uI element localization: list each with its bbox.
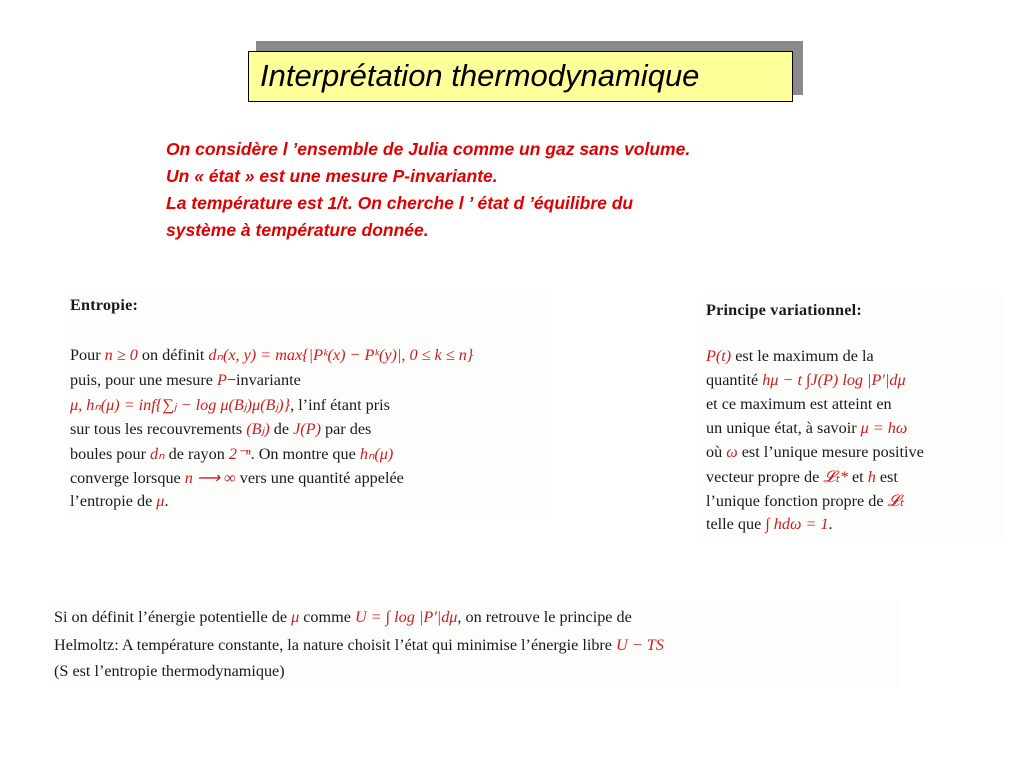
line-text: . <box>828 515 833 533</box>
principe-line <box>706 443 924 462</box>
line-math: h <box>867 468 876 486</box>
helmholtz-line <box>54 608 632 627</box>
line-math: 𝓛ₜ <box>887 492 905 510</box>
line-text: Pour <box>70 346 105 364</box>
line-math: n ⟶ ∞ <box>184 469 236 487</box>
line-math: dₙ <box>150 445 165 463</box>
line-math: J(P) <box>293 420 321 438</box>
line-math: μ = hω <box>860 419 908 437</box>
line-math: (Bⱼ) <box>246 420 270 438</box>
line-math: μ, hₙ(μ) = inf{∑ⱼ − log μ(Bⱼ)μ(Bⱼ)} <box>70 396 291 414</box>
line-text: quantité <box>706 371 763 389</box>
entropie-line <box>70 395 390 415</box>
line-text: où <box>706 443 727 461</box>
line-text: , l’inf étant pris <box>290 396 390 414</box>
entropie-line <box>70 468 404 488</box>
intro-text <box>166 136 906 244</box>
line-text: de <box>269 420 294 438</box>
entropie-line <box>70 419 371 439</box>
line-text: vers une quantité appelée <box>235 469 404 487</box>
line-math: dₙ(x, y) = max{|Pᵏ(x) − Pᵏ(y)|, 0 ≤ k ≤ n} <box>208 346 474 364</box>
line-text: telle que <box>706 515 766 533</box>
line-math: 𝓛ₜ* <box>823 468 848 486</box>
line-text: Si on définit l’énergie potentielle de <box>54 608 292 626</box>
line-text: −invariante <box>226 371 301 389</box>
line-text: et ce maximum est atteint en <box>706 395 892 413</box>
line-text: l’entropie de <box>70 492 157 510</box>
line-text: un unique état, à savoir <box>706 419 861 437</box>
line-math: hμ − t ∫J(P) log |P′|dμ <box>762 371 906 389</box>
principe-heading: Principe variationnel: <box>706 301 862 319</box>
principe-line <box>706 371 906 390</box>
intro-line: Un « état » est une mesure P-invariante. <box>166 166 498 186</box>
line-text: , on retrouve le principe de <box>457 608 632 626</box>
helmholtz-block <box>48 600 900 688</box>
intro-line: système à température donnée. <box>166 220 429 240</box>
line-text: l’unique fonction propre de <box>706 492 888 510</box>
line-text: est <box>875 468 898 486</box>
principe-line <box>706 491 904 511</box>
line-text: sur tous les recouvrements <box>70 420 247 438</box>
entropie-line <box>70 371 301 390</box>
entropie-line <box>70 492 168 511</box>
line-text: converge lorsque <box>70 469 185 487</box>
line-math: μ <box>291 608 300 626</box>
line-text: de rayon <box>164 445 229 463</box>
entropie-line <box>70 444 393 464</box>
line-math: μ <box>156 492 165 510</box>
principe-line <box>706 395 892 414</box>
principe-line <box>706 419 907 438</box>
line-text: est le maximum de la <box>731 347 874 365</box>
line-math: U − TS <box>616 636 664 654</box>
line-text: . On montre que <box>250 445 360 463</box>
principe-line <box>706 515 833 534</box>
line-text: . <box>164 492 169 510</box>
entropie-heading: Entropie: <box>70 296 139 314</box>
line-text: est l’unique mesure positive <box>737 443 924 461</box>
line-math: n ≥ 0 <box>104 346 138 364</box>
entropie-line <box>70 345 473 365</box>
helmholtz-line <box>54 662 285 681</box>
entropie-block <box>66 290 546 520</box>
line-math: U = ∫ log |P′|dμ <box>354 608 458 626</box>
line-text: on définit <box>137 346 209 364</box>
intro-line: La température est 1/t. On cherche l ’ état d ’équilibre du <box>166 193 634 213</box>
principe-block <box>702 295 1004 540</box>
line-text: (S est l’entropie thermodynamique) <box>54 662 285 680</box>
line-text: par des <box>320 420 372 438</box>
line-text: et <box>847 468 868 486</box>
line-text: comme <box>299 608 355 626</box>
line-text: puis, pour une mesure <box>70 371 218 389</box>
line-math: P(t) <box>706 347 732 365</box>
helmholtz-line <box>54 636 664 655</box>
principe-line <box>706 347 874 366</box>
title-box <box>248 51 793 102</box>
principe-line <box>706 467 898 487</box>
line-math: hₙ(μ) <box>359 445 394 463</box>
line-math: ∫ hdω = 1 <box>765 515 829 533</box>
line-math: ω <box>726 443 738 461</box>
slide-title: Interprétation thermodynamique <box>260 58 700 93</box>
line-text: Helmoltz: A température constante, la nature choisit l’état qui minimise l’énergie libre <box>54 636 617 654</box>
line-text: vecteur propre de <box>706 468 824 486</box>
line-text: boules pour <box>70 445 151 463</box>
intro-line: On considère l ’ensemble de Julia comme un gaz sans volume. <box>166 139 691 159</box>
line-math: P <box>217 371 227 389</box>
line-math: 2⁻ⁿ <box>228 445 251 463</box>
